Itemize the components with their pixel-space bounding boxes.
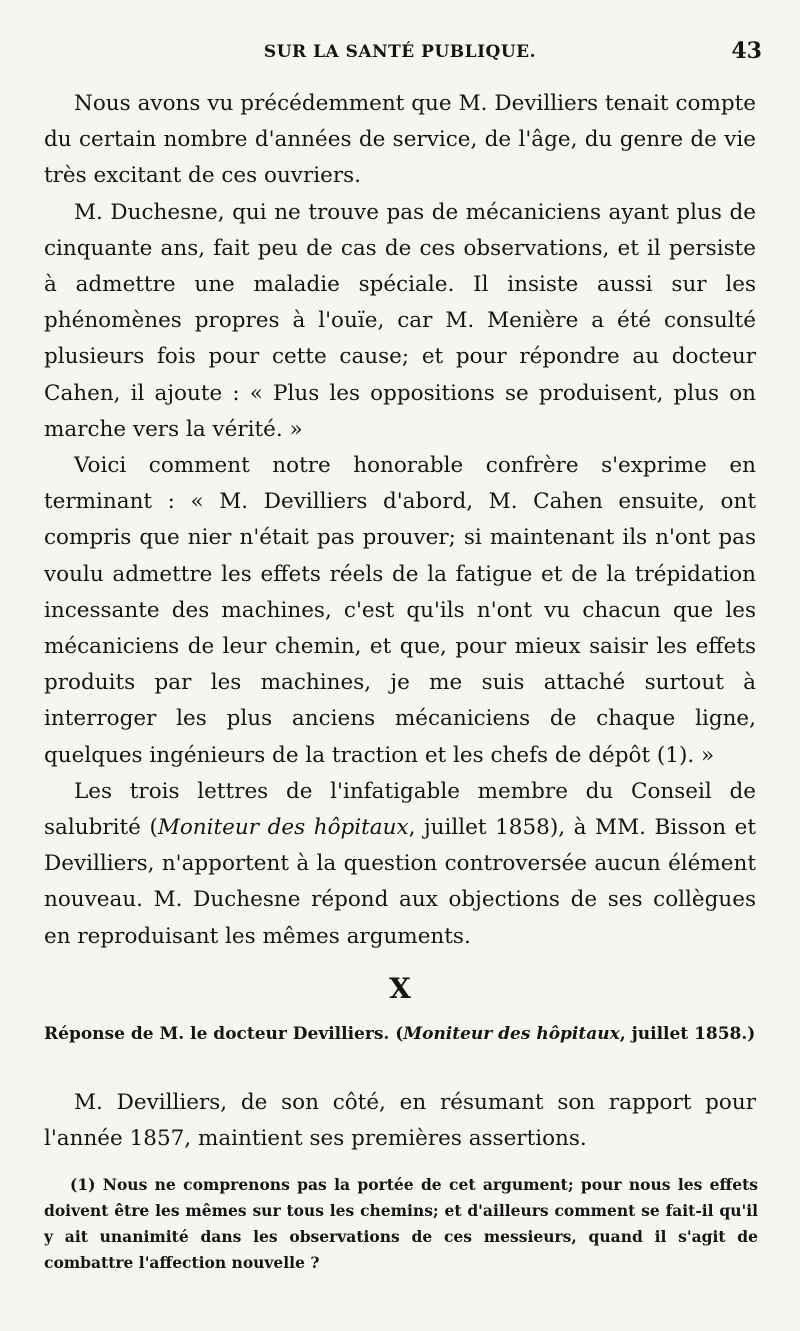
- paragraph-3: Voici comment notre honorable confrère s'exprime en terminant : « M. Devilliers d'abord, M. Cahen ensuite, ont compris que nier n'était pas prouver; si maintenant ils n'ont pas voulu admettre les effets réels de la fatigue et de la trépidation incessante des machines, c'est qu'ils n'ont vu chacun que les mécaniciens de leur chemin, et que, pour mieux saisir les effets produits par les machines, je me suis attaché surtout à interroger les plus anciens mécaniciens de chaque ligne, quelques ingénieurs de la traction et les chefs de dépôt (1). »: [44, 453, 756, 768]
- section-heading-end: , juillet 1858.): [619, 1024, 756, 1044]
- page-number: 43: [731, 38, 762, 64]
- footnote-text: (1) Nous ne comprenons pas la portée de cet argument; pour nous les effets doivent être les mêmes sur tous les chemins; et d'ailleurs comment se fait-il qu'il y ait unanimité dans les observations de ces messieurs, quand il s'agit de combattre l'affection nouvelle ?: [44, 1175, 758, 1272]
- section-numeral: X: [389, 972, 411, 1005]
- paragraph-4-start: Les trois lettres de l'infatigable membre du Conseil de salubrité (: [44, 778, 756, 841]
- paragraph-1: Nous avons vu précédemment que M. Devilliers tenait compte du certain nombre d'années de service, de l'âge, du genre de vie très excitant de ces ouvriers.: [44, 91, 756, 189]
- footnote: [44, 1172, 758, 1276]
- paragraph-4: [44, 774, 756, 955]
- section-heading-source: Moniteur des hôpitaux: [403, 1024, 620, 1044]
- paragraph-4-source: Moniteur des hôpitaux: [157, 815, 409, 841]
- section-heading-start: Réponse de M. le docteur Devilliers. (: [44, 1024, 404, 1044]
- running-title: SUR LA SANTÉ PUBLIQUE.: [263, 42, 537, 62]
- paragraph-2: M. Duchesne, qui ne trouve pas de mécaniciens ayant plus de cinquante ans, fait peu de cas de ces observations, et il persiste à admettre une maladie spéciale. Il insiste aussi sur les phénomènes propres à l'ouïe, car M. Menière a été consulté plusieurs fois pour cette cause; et pour répondre au docteur Cahen, il ajoute : « Plus les oppositions se produisent, plus on marche vers la vérité. »: [44, 199, 756, 442]
- running-head: [0, 38, 800, 68]
- section-paragraph: M. Devilliers, de son côté, en résumant son rapport pour l'année 1857, maintient ses premières assertions.: [44, 1090, 756, 1152]
- paragraph-4-end: , juillet 1858), à MM. Bisson et Devilliers, n'apportent à la question controversée aucun élément nouveau. M. Duchesne répond aux objections de ses collègues en reproduisant les mêmes arguments.: [44, 815, 757, 949]
- main-text: [44, 86, 756, 955]
- section-text: [44, 1085, 756, 1157]
- section-heading: [44, 1024, 760, 1044]
